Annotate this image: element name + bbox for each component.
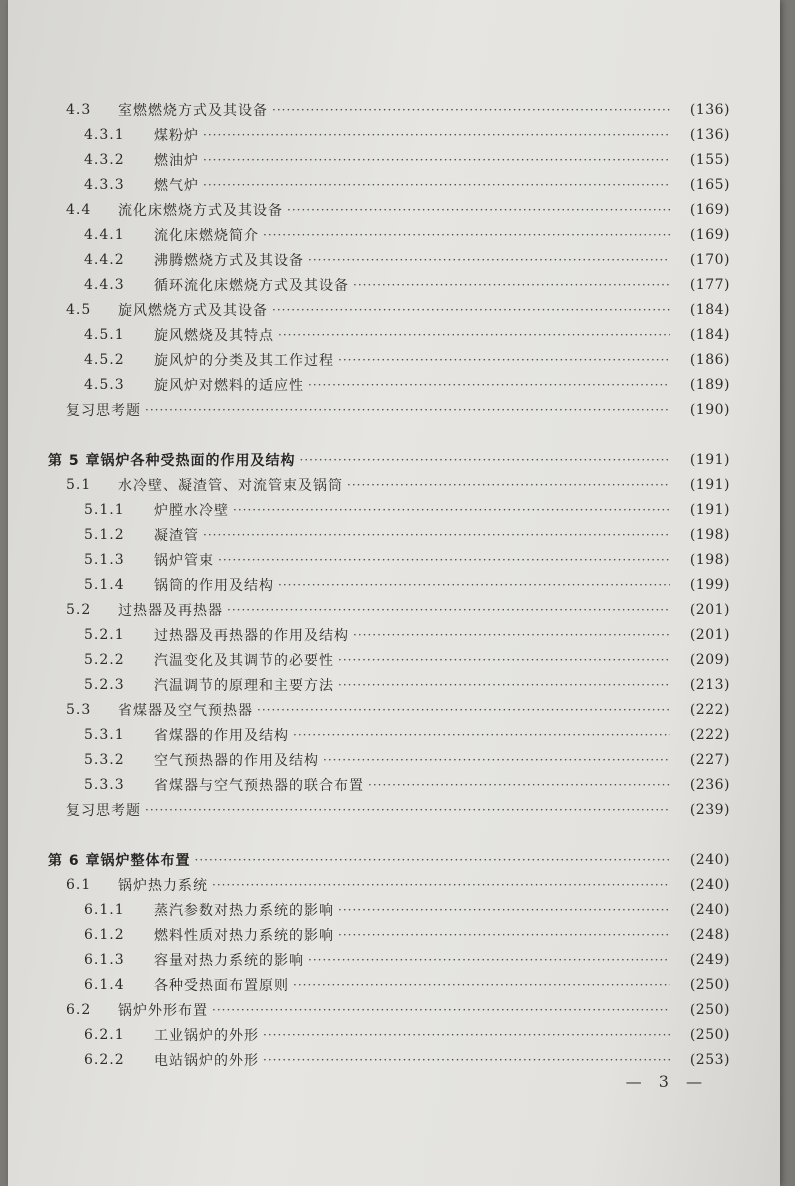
toc-page-number: (201) <box>689 602 730 618</box>
toc-page-number: (136) <box>689 102 730 118</box>
toc-row <box>8 598 780 622</box>
toc-entry-title: 燃气炉 <box>154 178 199 194</box>
toc-entry-title: 电站锅炉的外形 <box>154 1053 259 1069</box>
toc-page-number: (169) <box>689 227 730 243</box>
toc-leader-dots <box>203 148 670 172</box>
toc-leader-dots <box>323 748 670 772</box>
toc-row <box>8 923 780 947</box>
toc-row <box>8 298 780 322</box>
toc-entry-title: 沸腾燃烧方式及其设备 <box>154 253 304 269</box>
toc-row <box>8 973 780 997</box>
toc-section-number: 5.1.3 <box>84 552 125 568</box>
toc-page-number: (198) <box>689 552 730 568</box>
toc-leader-dots <box>278 323 670 347</box>
toc-entry-title: 锅炉各种受热面的作用及结构 <box>100 453 296 469</box>
toc-section-number: 5.2 <box>66 602 92 618</box>
toc-row <box>8 548 780 572</box>
toc-section-number: 6.1.2 <box>84 927 125 943</box>
toc-entry-title: 省煤器的作用及结构 <box>154 728 289 744</box>
toc-row <box>8 273 780 297</box>
toc-page-number: (227) <box>689 752 730 768</box>
toc-page-number: (191) <box>689 452 730 468</box>
toc-entry-title: 容量对热力系统的影响 <box>154 953 304 969</box>
toc-row <box>8 398 780 422</box>
toc-section-number: 第 6 章 <box>48 853 101 869</box>
toc-entry-title: 过热器及再热器 <box>118 603 223 619</box>
toc-leader-dots <box>145 398 670 422</box>
toc-leader-dots <box>203 123 670 147</box>
toc-row <box>8 723 780 747</box>
toc-row <box>8 523 780 547</box>
toc-row <box>8 773 780 797</box>
toc-leader-dots <box>338 348 670 372</box>
toc-row <box>8 323 780 347</box>
toc-leader-dots <box>233 498 670 522</box>
toc-entry-title: 过热器及再热器的作用及结构 <box>154 628 349 644</box>
toc-entry-title: 凝渣管 <box>154 528 199 544</box>
toc-entry-title: 汽温变化及其调节的必要性 <box>154 653 334 669</box>
toc-page-number: (190) <box>689 402 730 418</box>
toc-leader-dots <box>195 848 671 872</box>
toc-entry-title: 炉膛水冷壁 <box>154 503 229 519</box>
toc-leader-dots <box>308 248 670 272</box>
toc-entry-title: 流化床燃烧方式及其设备 <box>118 203 283 219</box>
toc-section-number: 4.5 <box>66 302 92 318</box>
toc-row <box>8 573 780 597</box>
toc-section-number: 5.3 <box>66 702 92 718</box>
toc-section-number: 4.3.1 <box>84 127 125 143</box>
toc-row <box>8 648 780 672</box>
toc-leader-dots <box>272 298 670 322</box>
toc-row <box>8 748 780 772</box>
toc-leader-dots <box>300 448 671 472</box>
toc-page-number: (189) <box>689 377 730 393</box>
toc-section-number: 5.1.1 <box>84 502 125 518</box>
toc-row <box>8 1048 780 1072</box>
toc-entry-title: 煤粉炉 <box>154 128 199 144</box>
toc-row <box>8 798 780 822</box>
toc-leader-dots <box>293 723 670 747</box>
toc-leader-dots <box>203 173 670 197</box>
toc-section-number: 6.1 <box>66 877 92 893</box>
toc-section-number: 4.4 <box>66 202 92 218</box>
toc-entry-title: 旋风炉的分类及其工作过程 <box>154 353 334 369</box>
toc-section-number: 4.5.1 <box>84 327 125 343</box>
toc-page-number: (240) <box>689 877 730 893</box>
toc-section-number: 4.5.3 <box>84 377 125 393</box>
toc-leader-dots <box>272 98 670 122</box>
toc-entry-title: 汽温调节的原理和主要方法 <box>154 678 334 694</box>
toc-page-number: (169) <box>689 202 730 218</box>
toc-leader-dots <box>338 923 670 947</box>
toc-entry-title: 旋风燃烧方式及其设备 <box>118 303 268 319</box>
toc-entry-title: 锅炉管束 <box>154 553 214 569</box>
toc-row <box>8 673 780 697</box>
toc-entry-title: 室燃燃烧方式及其设备 <box>118 103 268 119</box>
toc-leader-dots <box>263 223 670 247</box>
toc-entry-title: 工业锅炉的外形 <box>154 1028 259 1044</box>
toc-entry-title: 流化床燃烧简介 <box>154 228 259 244</box>
toc-page-number: (186) <box>689 352 730 368</box>
toc-entry-title: 省煤器及空气预热器 <box>118 703 253 719</box>
toc-page-number: (222) <box>689 702 730 718</box>
toc-leader-dots <box>368 773 670 797</box>
toc-entry-title: 旋风炉对燃料的适应性 <box>154 378 304 394</box>
toc-row <box>8 373 780 397</box>
toc-page-number: (184) <box>689 327 730 343</box>
toc-leader-dots <box>353 623 670 647</box>
toc-row <box>8 173 780 197</box>
toc-page-number: (191) <box>689 477 730 493</box>
toc-row <box>8 223 780 247</box>
toc-entry-title: 旋风燃烧及其特点 <box>154 328 274 344</box>
toc-page-number: (170) <box>689 252 730 268</box>
toc-page-number: (201) <box>689 627 730 643</box>
toc-leader-dots <box>257 698 670 722</box>
toc-section-number: 6.1.3 <box>84 952 125 968</box>
toc-section-number: 4.3.3 <box>84 177 125 193</box>
toc-leader-dots <box>263 1048 670 1072</box>
toc-leader-dots <box>212 998 670 1022</box>
toc-row <box>8 498 780 522</box>
toc-section-number: 4.5.2 <box>84 352 125 368</box>
toc-leader-dots <box>218 548 670 572</box>
toc-page-number: (222) <box>689 727 730 743</box>
toc-section-number: 4.4.3 <box>84 277 125 293</box>
toc-chapter-row <box>8 448 780 472</box>
toc-leader-dots <box>338 898 670 922</box>
toc-page-number: (240) <box>689 902 730 918</box>
toc-section-number: 5.1 <box>66 477 92 493</box>
toc-section-number: 5.2.2 <box>84 652 125 668</box>
toc-leader-dots <box>353 273 670 297</box>
toc-leader-dots <box>308 373 670 397</box>
toc-section-number: 5.1.4 <box>84 577 125 593</box>
toc-leader-dots <box>287 198 670 222</box>
toc-row <box>8 898 780 922</box>
toc-section-number: 5.3.2 <box>84 752 125 768</box>
toc-entry-title: 循环流化床燃烧方式及其设备 <box>154 278 349 294</box>
toc-leader-dots <box>145 798 670 822</box>
toc-page-number: (199) <box>689 577 730 593</box>
toc-row <box>8 698 780 722</box>
toc-page-number: (236) <box>689 777 730 793</box>
toc-section-number: 5.2.1 <box>84 627 125 643</box>
toc-leader-dots <box>263 1023 670 1047</box>
toc-entry-title: 水冷壁、凝渣管、对流管束及锅筒 <box>118 478 343 494</box>
toc-section-number: 5.3.1 <box>84 727 125 743</box>
toc-leader-dots <box>278 573 670 597</box>
toc-page-number: (240) <box>689 852 730 868</box>
toc-row <box>8 123 780 147</box>
toc-row <box>8 998 780 1022</box>
toc-section-number: 6.2.1 <box>84 1027 125 1043</box>
toc-entry-title: 燃料性质对热力系统的影响 <box>154 928 334 944</box>
toc-row <box>8 348 780 372</box>
toc-page-number: (177) <box>689 277 730 293</box>
toc-row <box>8 623 780 647</box>
toc-section-number: 6.2.2 <box>84 1052 125 1068</box>
toc-section-number: 第 5 章 <box>48 453 101 469</box>
toc-entry-title: 各种受热面布置原则 <box>154 978 289 994</box>
toc-page-number: (209) <box>689 652 730 668</box>
toc-leader-dots <box>338 673 670 697</box>
toc-page-number: (239) <box>689 802 730 818</box>
toc-entry-title: 燃油炉 <box>154 153 199 169</box>
page-number: — 3 — <box>625 1072 708 1091</box>
toc-entry-title: 省煤器与空气预热器的联合布置 <box>154 778 364 794</box>
toc-section-number: 5.2.3 <box>84 677 125 693</box>
toc-section-number: 4.3 <box>66 102 92 118</box>
toc-section-number: 6.1.4 <box>84 977 125 993</box>
toc-page-number: (155) <box>689 152 730 168</box>
toc-page-number: (248) <box>689 927 730 943</box>
table-of-contents <box>8 0 780 1186</box>
toc-entry-title: 锅筒的作用及结构 <box>154 578 274 594</box>
toc-entry-title: 蒸汽参数对热力系统的影响 <box>154 903 334 919</box>
toc-leader-dots <box>203 523 670 547</box>
toc-page-number: (191) <box>689 502 730 518</box>
toc-leader-dots <box>347 473 670 497</box>
toc-entry-title: 复习思考题 <box>66 403 141 419</box>
toc-row <box>8 248 780 272</box>
toc-page-number: (249) <box>689 952 730 968</box>
book-page <box>8 0 780 1186</box>
toc-row <box>8 148 780 172</box>
toc-page-number: (213) <box>689 677 730 693</box>
toc-leader-dots <box>338 648 670 672</box>
toc-leader-dots <box>227 598 670 622</box>
toc-chapter-row <box>8 848 780 872</box>
toc-row <box>8 98 780 122</box>
toc-row <box>8 948 780 972</box>
toc-page-number: (136) <box>689 127 730 143</box>
toc-leader-dots <box>308 948 670 972</box>
toc-row <box>8 1023 780 1047</box>
toc-row <box>8 473 780 497</box>
toc-section-number: 4.4.1 <box>84 227 125 243</box>
toc-row <box>8 198 780 222</box>
toc-section-number: 4.4.2 <box>84 252 125 268</box>
toc-page-number: (250) <box>689 1027 730 1043</box>
toc-entry-title: 锅炉热力系统 <box>118 878 208 894</box>
toc-entry-title: 空气预热器的作用及结构 <box>154 753 319 769</box>
toc-leader-dots <box>212 873 670 897</box>
toc-leader-dots <box>293 973 670 997</box>
toc-section-number: 5.1.2 <box>84 527 125 543</box>
toc-page-number: (198) <box>689 527 730 543</box>
toc-section-number: 6.1.1 <box>84 902 125 918</box>
toc-entry-title: 锅炉整体布置 <box>100 853 191 869</box>
toc-page-number: (250) <box>689 977 730 993</box>
toc-page-number: (253) <box>689 1052 730 1068</box>
toc-section-number: 4.3.2 <box>84 152 125 168</box>
toc-page-number: (184) <box>689 302 730 318</box>
toc-row <box>8 873 780 897</box>
toc-page-number: (250) <box>689 1002 730 1018</box>
toc-section-number: 6.2 <box>66 1002 92 1018</box>
toc-entry-title: 复习思考题 <box>66 803 141 819</box>
toc-section-number: 5.3.3 <box>84 777 125 793</box>
toc-entry-title: 锅炉外形布置 <box>118 1003 208 1019</box>
toc-page-number: (165) <box>689 177 730 193</box>
